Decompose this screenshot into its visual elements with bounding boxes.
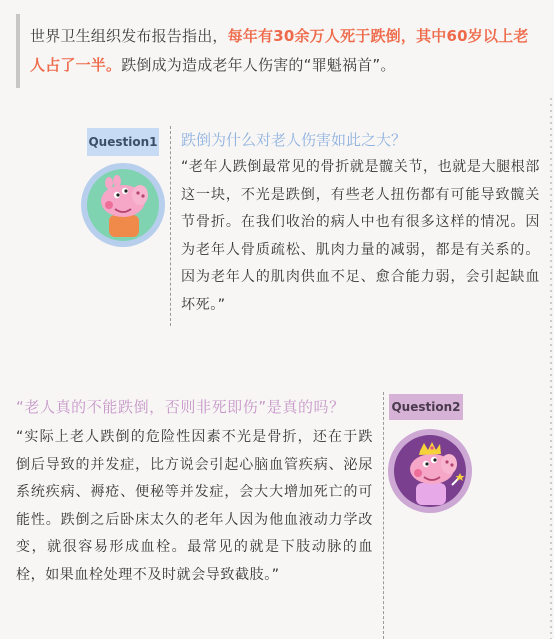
question1-content [170,126,540,326]
question1-tag: Question1 [87,128,159,156]
question2-answer: “实际上老人跌倒的危险性因素不光是骨折，还在于跌倒后导致的并发症，比方说会引起心脑血管疾病、泌尿系统疾病、褥疮、便秘等并发症，会大大增加死亡的可能性。跌倒之后卧床太久的老年人因为他血液动力学改变，就很容易形成血栓。最常见的就是下肢动脉的血栓，如果血栓处理不及时就会导致截肢。” [16,429,373,583]
question1-title: 跌倒为什么对老人伤害如此之大？ [181,131,407,149]
intro-paragraph [16,14,538,88]
question1-answer: “老年人跌倒最常见的骨折就是髋关节，也就是大腿根部这一块，不光是跌倒，有些老人扭伤都有可能导致髋关节骨折。在我们收治的病人中也有很多这样的情况。因为老年人骨质疏松、肌肉力量的减弱，都是有关系的。因为老年人的肌肉供血不足、愈合能力弱，会引起缺血坏死。” [181,159,540,313]
question2-content [16,392,384,639]
intro-text: 世界卫生组织发布报告指出， [30,27,228,45]
dotted-divider [548,96,554,639]
question2-title: “老人真的不能跌倒，否则非死即伤”是真的吗？ [16,398,345,416]
question2-tag: Question2 [389,394,463,420]
intro-highlight: 每年有30余万人死于跌倒，其中60岁以上老人占了一半。 [30,27,529,74]
peppa-pig-avatar-icon [81,163,165,247]
princess-peppa-avatar-icon [388,429,472,513]
intro-text-end: 跌倒成为造成老年人伤害的“罪魁祸首”。 [121,56,396,74]
